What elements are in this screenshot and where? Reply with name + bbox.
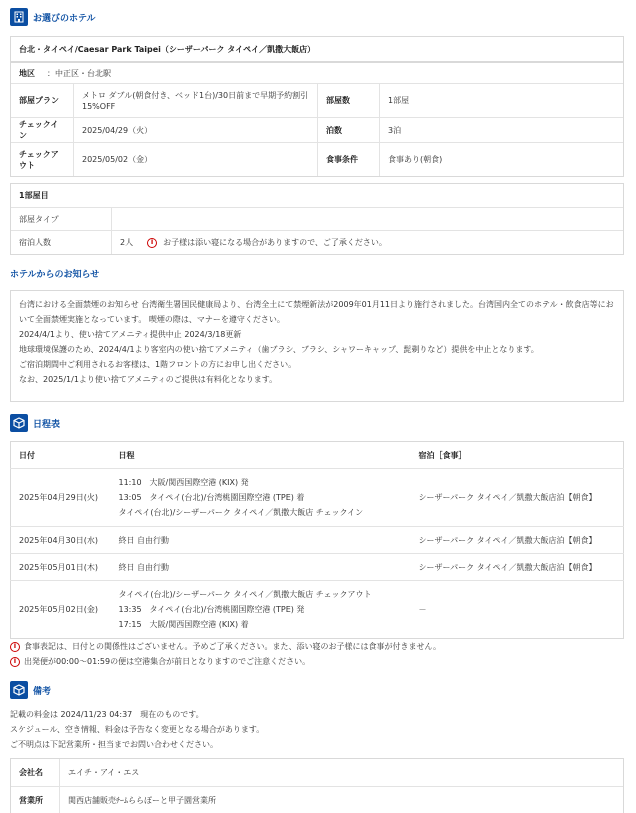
notice-box — [10, 290, 624, 402]
area-value: ：中正区・台北駅 — [47, 68, 111, 78]
notice-line: 地球環境保護のため、2024/4/1より客室内の使い捨てアメニティ（歯ブラシ、ブラシ、シャワーキャップ、髭剃りなど）提供を中止となります。 — [19, 345, 539, 354]
room-type-value — [111, 208, 623, 230]
remarks-line: 記載の料金は 2024/11/23 04:37 現在のものです。 — [10, 710, 204, 719]
remarks-section-title: 備考 — [33, 686, 52, 697]
remarks-line: ご不明点は下記営業所・担当までお問い合わせください。 — [10, 740, 218, 749]
schedule-line: 11:10 大阪/関西国際空港 (KIX) 発 — [118, 478, 249, 487]
hotel-section-title: お選びのホテル — [33, 13, 96, 24]
row-date: 2025年05月01日(木) — [11, 554, 111, 581]
table-row — [11, 554, 624, 581]
building-icon — [10, 8, 28, 26]
row-date: 2025年05月02日(金) — [11, 581, 111, 639]
remarks-line: スケジュール、空き情報、料金は予告なく変更となる場合があります。 — [10, 725, 265, 734]
col-schedule-header: 日程 — [111, 442, 411, 469]
notice-line: 2024/4/1より、使い捨てアメニティ提供中止 2024/3/18更新 — [19, 330, 242, 339]
table-row — [11, 527, 624, 554]
row-stay: シーザーパーク タイペイ／凱撒大飯店泊【朝食】 — [411, 554, 624, 581]
info-icon: i — [10, 642, 20, 652]
remarks-section-header — [10, 681, 51, 699]
notice-line: なお、2025/1/1より使い捨てアメニティのご提供は有料化となります。 — [19, 375, 278, 384]
guests-label: 宿泊人数 — [19, 238, 51, 247]
checkin-label: チェックイン — [19, 120, 59, 140]
note-text: 食事表記は、日付との関係性はございません。予めご了承ください。また、添い寝のお子様には食事が付きません。 — [24, 642, 441, 651]
room-type-label: 部屋タイプ — [19, 214, 59, 224]
row-stay: シーザーパーク タイペイ／凱撒大飯店泊【朝食】 — [411, 469, 624, 527]
table-row — [11, 581, 624, 639]
notice-line: ご宿泊期間中ご利用されるお客様は、1階フロントの方にお申し出ください。 — [19, 360, 297, 369]
room-box — [10, 183, 624, 255]
cube-icon — [10, 681, 28, 699]
hotel-info-box — [10, 36, 624, 62]
checkout-label: チェックアウト — [19, 149, 59, 170]
guests-value: 2人 — [120, 238, 134, 247]
guests-note: お子様は添い寝になる場合がありますので、ご了承ください。 — [163, 238, 387, 247]
room-header: 1部屋目 — [19, 191, 49, 200]
office-label: 営業所 — [19, 796, 43, 805]
rooms-value: 1部屋 — [379, 84, 623, 117]
itinerary-note — [10, 656, 310, 667]
schedule-line: 17:15 大阪/関西国際空港 (KIX) 着 — [118, 620, 249, 629]
row-date: 2025年04月30日(水) — [11, 527, 111, 554]
col-date-header: 日付 — [11, 442, 111, 469]
itinerary-note — [10, 641, 441, 652]
notice-line: いて全面禁煙実施となっています。 喫煙の際は、マナーを遵守ください。 — [19, 315, 285, 324]
meal-label: 食事条件 — [317, 143, 379, 176]
table-row — [11, 469, 624, 527]
row-date: 2025年04月29日(火) — [11, 469, 111, 527]
itinerary-table — [10, 441, 624, 639]
office-value: 関西店舗販売ﾁｰﾑららぽーと甲子園営業所 — [59, 787, 623, 813]
notice-section-title: ホテルからのお知らせ — [10, 270, 100, 280]
company-box — [10, 758, 624, 813]
row-stay: シーザーパーク タイペイ／凱撒大飯店泊【朝食】 — [411, 527, 624, 554]
schedule-line: タイペイ(台北)/シーザーパーク タイペイ／凱撒大飯店 チェックアウト — [118, 590, 372, 599]
hotel-details-box — [10, 62, 624, 177]
row-stay: － — [411, 581, 624, 639]
schedule-line: 終日 自由行動 — [111, 527, 411, 554]
info-icon: i — [147, 238, 157, 248]
room-plan-label: 部屋プラン — [19, 96, 59, 105]
rooms-label: 部屋数 — [317, 84, 379, 117]
hotel-section-header — [10, 8, 96, 26]
remarks-text — [10, 707, 264, 752]
schedule-line: 終日 自由行動 — [111, 554, 411, 581]
company-value: エイチ・アイ・エス — [59, 759, 623, 786]
area-label: 地区 — [19, 68, 35, 78]
room-plan-value: メトロ ダブル(朝食付き、ベッド1台)/30日前まで早期予約割引15%OFF — [73, 84, 317, 117]
itinerary-section-header — [10, 414, 60, 432]
schedule-line: 13:05 タイペイ(台北)/台湾桃園国際空港 (TPE) 着 — [118, 493, 305, 502]
info-icon: i — [10, 657, 20, 667]
nights-label: 泊数 — [317, 118, 379, 142]
notice-section-header — [10, 267, 99, 280]
hotel-name: 台北・タイペイ/Caesar Park Taipei（シーザーパーク タイペイ／凱撒大飯店） — [19, 44, 316, 54]
checkin-value: 2025/04/29（火） — [73, 118, 317, 142]
nights-value: 3泊 — [379, 118, 623, 142]
col-stay-header: 宿泊［食事］ — [411, 442, 624, 469]
company-label: 会社名 — [19, 768, 43, 777]
schedule-line: 13:35 タイペイ(台北)/台湾桃園国際空港 (TPE) 発 — [118, 605, 305, 614]
checkout-value: 2025/05/02（金） — [73, 143, 317, 176]
schedule-line: タイペイ(台北)/シーザーパーク タイペイ／凱撒大飯店 チェックイン — [118, 508, 364, 517]
note-text: 出発便が00:00～01:59の便は空港集合が前日となりますのでご注意ください。 — [24, 657, 311, 666]
cube-icon — [10, 414, 28, 432]
itinerary-section-title: 日程表 — [33, 419, 61, 430]
meal-value: 食事あり(朝食) — [379, 143, 623, 176]
notice-line: 台湾における全面禁煙のお知らせ 台湾衛生署国民健康局より、台湾全土にて禁煙新法が2009年01月11日より施行されました。台湾国内全てのホテル・飲食店等にお — [19, 300, 614, 309]
